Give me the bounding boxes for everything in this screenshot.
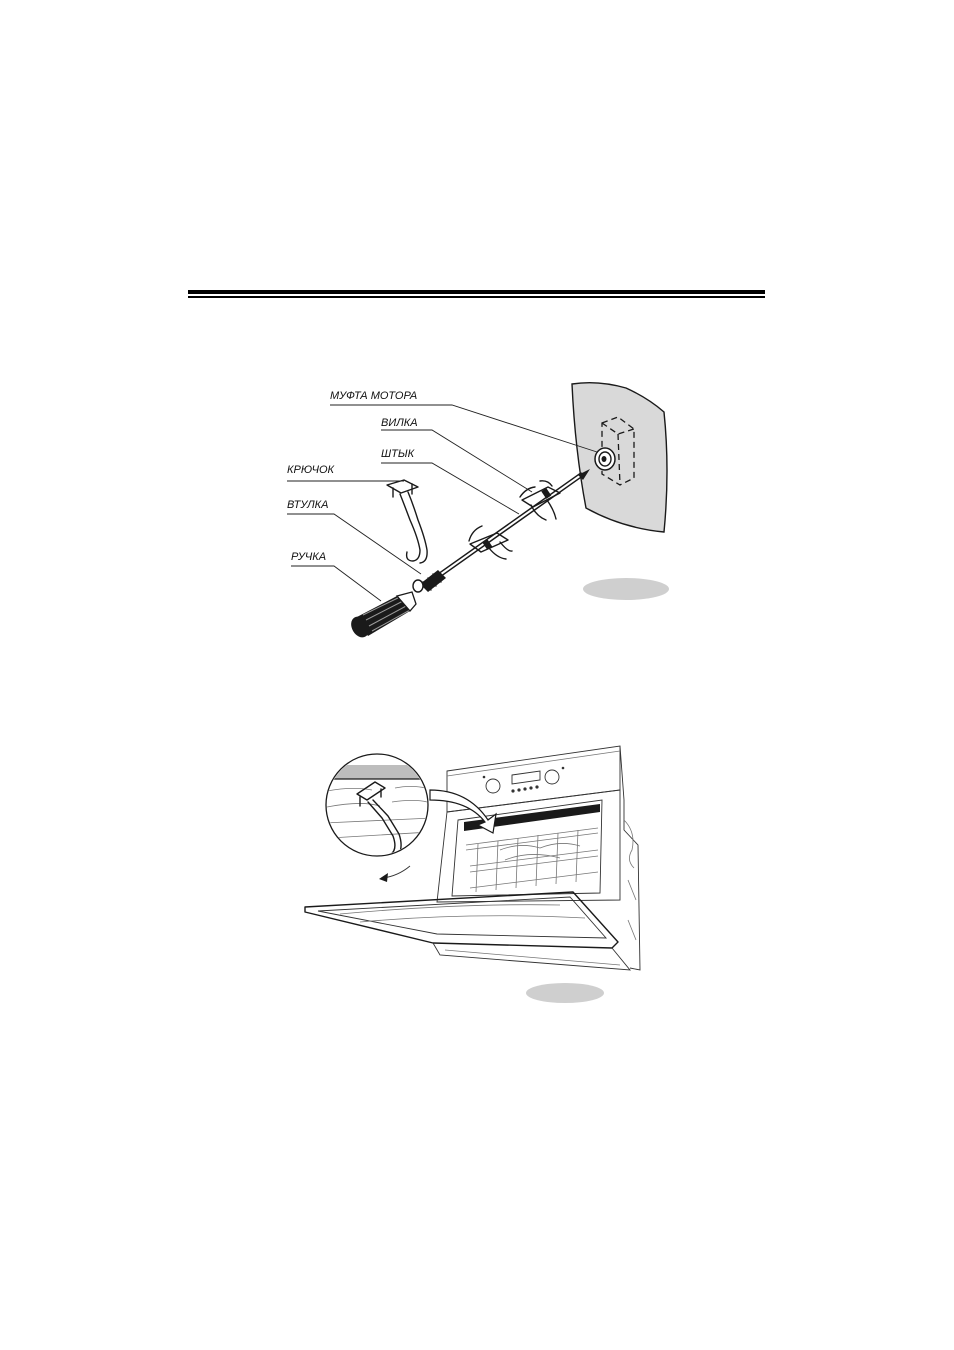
figure-badge-1 [583,578,669,600]
oven-control-panel [447,746,620,812]
bushing [413,570,446,592]
oven-display [512,771,540,784]
hook [387,480,427,563]
motor-coupling [595,448,615,470]
label-fork: ВИЛКА [381,417,418,429]
oven-racks [466,828,598,892]
oven-knob-right [545,770,559,784]
label-handle: РУЧКА [291,551,327,563]
label-hook: КРЮЧОК [287,464,335,476]
rotisserie-diagram [287,383,669,641]
oven-knob-left [486,779,500,793]
label-motor-coupling: МУФТА МОТОРА [330,390,418,402]
label-spit: ШТЫК [381,448,415,460]
spit-rod [434,469,590,579]
oven-door [305,892,630,970]
zoom-detail [320,754,435,882]
oven-diagram [305,746,640,1003]
figure-badge-2 [526,983,604,1003]
handle [348,592,416,641]
oven-body-side [620,746,640,970]
label-bushing: ВТУЛКА [287,499,329,511]
callout-arrow [430,790,496,833]
